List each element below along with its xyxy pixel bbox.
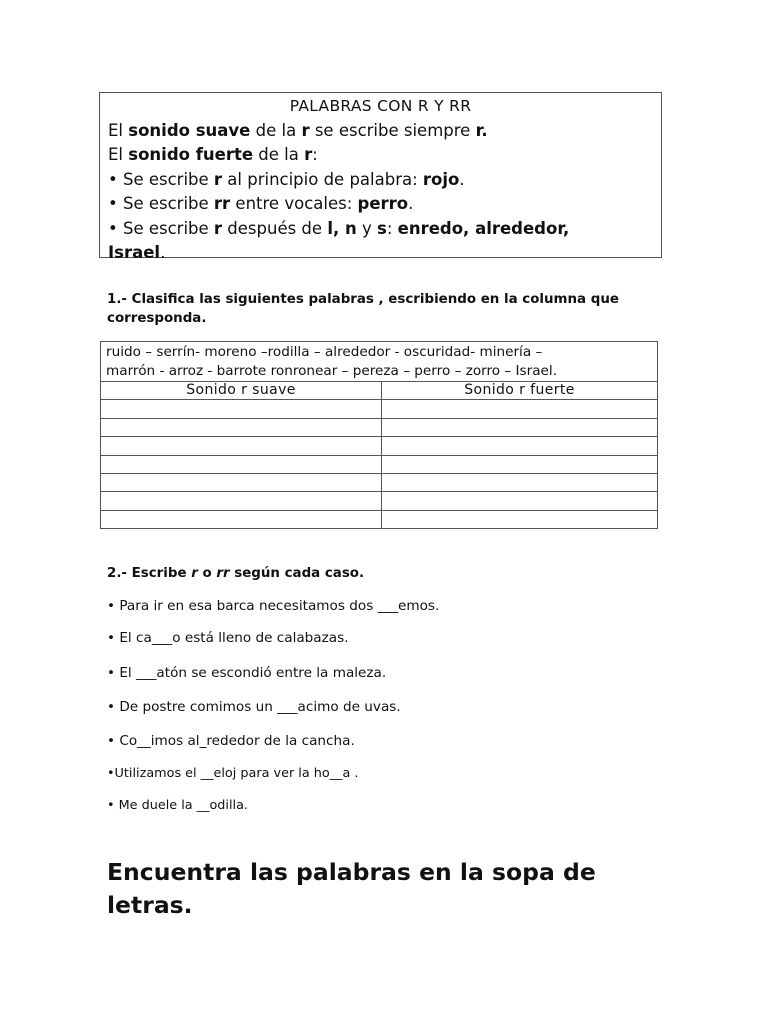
answer-cell-soft[interactable] bbox=[101, 400, 382, 418]
table-row bbox=[101, 400, 658, 418]
word-list-line: marrón - arroz - barrote ronronear – pereza – perro – zorro – Israel. bbox=[106, 363, 558, 379]
rule-start: • Se escribe r al principio de palabra: rojo. bbox=[108, 169, 465, 189]
word-list bbox=[101, 342, 658, 382]
column-header-soft: Sonido r suave bbox=[101, 382, 382, 400]
table-row bbox=[101, 492, 658, 510]
table-row bbox=[101, 455, 658, 473]
exercise1-instruction: 1.- Clasifica las siguientes palabras , escribiendo en la columna que corresponda. bbox=[107, 292, 619, 326]
table-row bbox=[101, 510, 658, 528]
answer-cell-soft[interactable] bbox=[101, 473, 382, 491]
answer-cell-soft[interactable] bbox=[101, 492, 382, 510]
word-search-heading: Encuentra las palabras en la sopa de letras. bbox=[107, 858, 596, 919]
answer-cell-strong[interactable] bbox=[382, 400, 658, 418]
exercise-item: • Para ir en esa barca necesitamos dos ___emos. bbox=[107, 598, 440, 614]
answer-cell-strong[interactable] bbox=[382, 455, 658, 473]
exercise-item: • El ca___o está lleno de calabazas. bbox=[107, 630, 349, 646]
column-header-strong: Sonido r fuerte bbox=[382, 382, 658, 400]
answer-cell-soft[interactable] bbox=[101, 455, 382, 473]
table-row bbox=[101, 473, 658, 491]
rule-strong: El sonido fuerte de la r: bbox=[108, 145, 318, 164]
answer-cell-strong[interactable] bbox=[382, 510, 658, 528]
table-row bbox=[101, 418, 658, 436]
exercise-item: • Co__imos al_rededor de la cancha. bbox=[107, 733, 355, 749]
classification-table bbox=[100, 341, 658, 529]
answer-cell-strong[interactable] bbox=[382, 437, 658, 455]
rule-after-lns-cont: Israel. bbox=[108, 243, 166, 262]
table-row bbox=[101, 437, 658, 455]
exercise-item: • Me duele la __odilla. bbox=[107, 798, 248, 813]
answer-cell-strong[interactable] bbox=[382, 418, 658, 436]
rule-soft: El sonido suave de la r se escribe siempre r. bbox=[108, 120, 488, 140]
answer-cell-strong[interactable] bbox=[382, 473, 658, 491]
rules-box bbox=[99, 92, 662, 262]
exercise-item: • El ___atón se escondió entre la maleza. bbox=[107, 665, 387, 681]
rule-after-lns: • Se escribe r después de l, n y s: enredo, alrededor, bbox=[108, 218, 570, 238]
answer-cell-soft[interactable] bbox=[101, 418, 382, 436]
exercise2-instruction: 2.- Escribe r o rr según cada caso. bbox=[107, 566, 365, 581]
rules-title: PALABRAS CON R Y RR bbox=[289, 97, 472, 115]
rule-vowels: • Se escribe rr entre vocales: perro. bbox=[108, 194, 414, 213]
exercise-item: • De postre comimos un ___acimo de uvas. bbox=[107, 699, 401, 715]
answer-cell-strong[interactable] bbox=[382, 492, 658, 510]
exercise-item: •Utilizamos el __eloj para ver la ho__a . bbox=[107, 766, 359, 781]
answer-cell-soft[interactable] bbox=[101, 510, 382, 528]
answer-cell-soft[interactable] bbox=[101, 437, 382, 455]
word-list-line: ruido – serrín- moreno –rodilla – alrededor - oscuridad- minería – bbox=[106, 344, 543, 360]
